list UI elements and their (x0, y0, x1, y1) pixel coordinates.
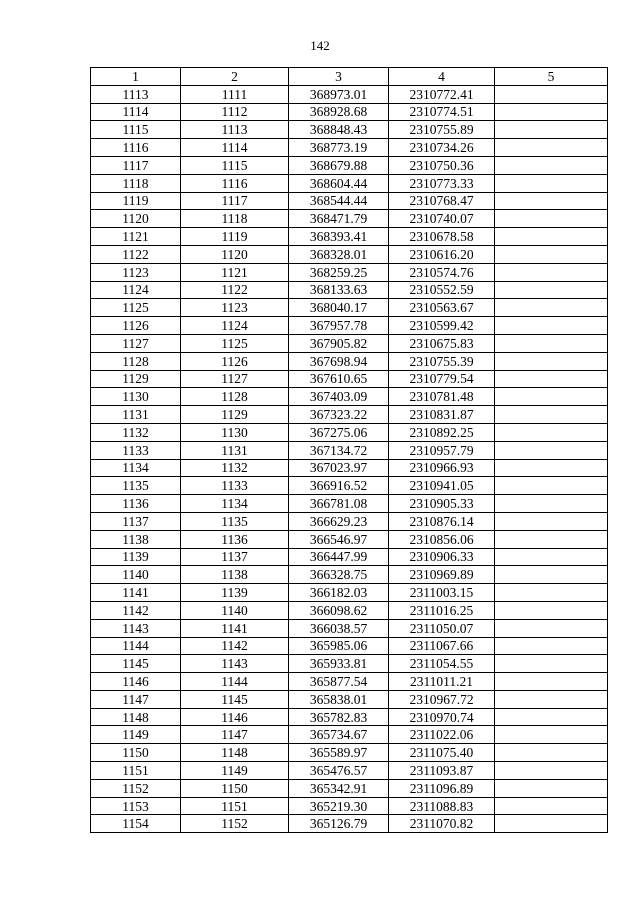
cell-coordinate-y: 2311070.82 (389, 815, 495, 833)
cell-point-number: 1136 (91, 495, 181, 513)
cell-ref-number: 1128 (181, 388, 289, 406)
table-row (91, 619, 608, 637)
cell-point-number: 1148 (91, 708, 181, 726)
cell-coordinate-x: 366038.57 (289, 619, 389, 637)
table-row (91, 245, 608, 263)
cell-note (495, 299, 608, 317)
cell-note (495, 744, 608, 762)
cell-coordinate-y: 2310755.89 (389, 121, 495, 139)
cell-coordinate-y: 2311054.55 (389, 655, 495, 673)
table-row (91, 210, 608, 228)
cell-coordinate-x: 365782.83 (289, 708, 389, 726)
cell-coordinate-x: 368471.79 (289, 210, 389, 228)
cell-ref-number: 1142 (181, 637, 289, 655)
cell-coordinate-x: 368928.68 (289, 103, 389, 121)
cell-ref-number: 1112 (181, 103, 289, 121)
cell-note (495, 156, 608, 174)
cell-coordinate-y: 2310892.25 (389, 423, 495, 441)
cell-point-number: 1137 (91, 512, 181, 530)
cell-note (495, 139, 608, 157)
table-row (91, 601, 608, 619)
cell-note (495, 495, 608, 513)
cell-coordinate-x: 366546.97 (289, 530, 389, 548)
cell-note (495, 317, 608, 335)
cell-point-number: 1132 (91, 423, 181, 441)
cell-note (495, 459, 608, 477)
cell-note (495, 637, 608, 655)
cell-ref-number: 1147 (181, 726, 289, 744)
cell-point-number: 1133 (91, 441, 181, 459)
cell-note (495, 263, 608, 281)
cell-ref-number: 1125 (181, 334, 289, 352)
cell-coordinate-x: 367323.22 (289, 406, 389, 424)
table-row (91, 512, 608, 530)
cell-coordinate-y: 2310957.79 (389, 441, 495, 459)
cell-coordinate-y: 2311093.87 (389, 762, 495, 780)
cell-note (495, 85, 608, 103)
cell-point-number: 1154 (91, 815, 181, 833)
cell-coordinate-y: 2310781.48 (389, 388, 495, 406)
table-row (91, 334, 608, 352)
cell-ref-number: 1144 (181, 673, 289, 691)
table-row (91, 85, 608, 103)
cell-coordinate-y: 2310574.76 (389, 263, 495, 281)
cell-ref-number: 1129 (181, 406, 289, 424)
cell-point-number: 1129 (91, 370, 181, 388)
cell-point-number: 1128 (91, 352, 181, 370)
cell-coordinate-x: 366098.62 (289, 601, 389, 619)
cell-ref-number: 1115 (181, 156, 289, 174)
cell-coordinate-x: 366916.52 (289, 477, 389, 495)
cell-point-number: 1151 (91, 762, 181, 780)
table-row (91, 637, 608, 655)
cell-coordinate-x: 365342.91 (289, 779, 389, 797)
cell-point-number: 1118 (91, 174, 181, 192)
cell-note (495, 334, 608, 352)
cell-point-number: 1147 (91, 690, 181, 708)
column-header-3: 3 (289, 68, 389, 86)
cell-coordinate-y: 2310768.47 (389, 192, 495, 210)
cell-coordinate-y: 2310675.83 (389, 334, 495, 352)
cell-coordinate-y: 2310876.14 (389, 512, 495, 530)
table-row (91, 548, 608, 566)
cell-note (495, 530, 608, 548)
cell-coordinate-x: 368040.17 (289, 299, 389, 317)
table-row (91, 406, 608, 424)
cell-point-number: 1116 (91, 139, 181, 157)
table-row (91, 103, 608, 121)
cell-point-number: 1117 (91, 156, 181, 174)
cell-coordinate-x: 365933.81 (289, 655, 389, 673)
cell-ref-number: 1127 (181, 370, 289, 388)
cell-coordinate-x: 365877.54 (289, 673, 389, 691)
table-row (91, 477, 608, 495)
cell-ref-number: 1136 (181, 530, 289, 548)
cell-coordinate-y: 2311003.15 (389, 584, 495, 602)
table-row (91, 352, 608, 370)
cell-ref-number: 1148 (181, 744, 289, 762)
cell-note (495, 779, 608, 797)
cell-coordinate-x: 366781.08 (289, 495, 389, 513)
cell-coordinate-x: 367698.94 (289, 352, 389, 370)
cell-coordinate-y: 2311088.83 (389, 797, 495, 815)
cell-ref-number: 1143 (181, 655, 289, 673)
cell-coordinate-y: 2310966.93 (389, 459, 495, 477)
cell-ref-number: 1146 (181, 708, 289, 726)
cell-coordinate-x: 368773.19 (289, 139, 389, 157)
cell-coordinate-x: 366328.75 (289, 566, 389, 584)
cell-coordinate-x: 368973.01 (289, 85, 389, 103)
cell-note (495, 477, 608, 495)
cell-point-number: 1142 (91, 601, 181, 619)
cell-point-number: 1150 (91, 744, 181, 762)
cell-ref-number: 1150 (181, 779, 289, 797)
cell-point-number: 1149 (91, 726, 181, 744)
coordinates-table (90, 67, 608, 833)
cell-note (495, 388, 608, 406)
cell-coordinate-y: 2310906.33 (389, 548, 495, 566)
cell-coordinate-y: 2310970.74 (389, 708, 495, 726)
cell-note (495, 797, 608, 815)
cell-coordinate-y: 2311011.21 (389, 673, 495, 691)
cell-ref-number: 1130 (181, 423, 289, 441)
cell-note (495, 726, 608, 744)
cell-note (495, 228, 608, 246)
cell-coordinate-x: 365219.30 (289, 797, 389, 815)
cell-ref-number: 1132 (181, 459, 289, 477)
cell-coordinate-x: 368259.25 (289, 263, 389, 281)
table-row (91, 423, 608, 441)
cell-point-number: 1125 (91, 299, 181, 317)
cell-coordinate-y: 2310773.33 (389, 174, 495, 192)
cell-point-number: 1127 (91, 334, 181, 352)
cell-ref-number: 1117 (181, 192, 289, 210)
cell-ref-number: 1138 (181, 566, 289, 584)
table-row (91, 762, 608, 780)
cell-ref-number: 1119 (181, 228, 289, 246)
cell-ref-number: 1126 (181, 352, 289, 370)
cell-coordinate-x: 365126.79 (289, 815, 389, 833)
column-header-4: 4 (389, 68, 495, 86)
cell-note (495, 103, 608, 121)
cell-coordinate-y: 2310831.87 (389, 406, 495, 424)
cell-coordinate-x: 365838.01 (289, 690, 389, 708)
cell-note (495, 512, 608, 530)
cell-coordinate-y: 2310967.72 (389, 690, 495, 708)
cell-coordinate-x: 368133.63 (289, 281, 389, 299)
cell-point-number: 1115 (91, 121, 181, 139)
cell-ref-number: 1121 (181, 263, 289, 281)
cell-coordinate-x: 367023.97 (289, 459, 389, 477)
table-row (91, 192, 608, 210)
cell-note (495, 210, 608, 228)
cell-point-number: 1144 (91, 637, 181, 655)
cell-point-number: 1152 (91, 779, 181, 797)
table-row (91, 673, 608, 691)
cell-coordinate-x: 366447.99 (289, 548, 389, 566)
cell-coordinate-x: 365734.67 (289, 726, 389, 744)
cell-coordinate-y: 2310740.07 (389, 210, 495, 228)
table-row (91, 139, 608, 157)
cell-ref-number: 1114 (181, 139, 289, 157)
table-row (91, 797, 608, 815)
cell-note (495, 708, 608, 726)
cell-note (495, 619, 608, 637)
cell-coordinate-y: 2310905.33 (389, 495, 495, 513)
cell-coordinate-x: 367275.06 (289, 423, 389, 441)
table-row (91, 281, 608, 299)
cell-ref-number: 1139 (181, 584, 289, 602)
cell-note (495, 690, 608, 708)
table-row (91, 495, 608, 513)
table-row (91, 690, 608, 708)
cell-point-number: 1122 (91, 245, 181, 263)
table-row (91, 744, 608, 762)
cell-note (495, 192, 608, 210)
cell-ref-number: 1134 (181, 495, 289, 513)
cell-coordinate-x: 367957.78 (289, 317, 389, 335)
cell-point-number: 1119 (91, 192, 181, 210)
cell-coordinate-x: 368679.88 (289, 156, 389, 174)
cell-ref-number: 1118 (181, 210, 289, 228)
cell-coordinate-y: 2311075.40 (389, 744, 495, 762)
cell-point-number: 1114 (91, 103, 181, 121)
table-body (91, 85, 608, 832)
column-header-1: 1 (91, 68, 181, 86)
table-row (91, 174, 608, 192)
cell-point-number: 1138 (91, 530, 181, 548)
cell-ref-number: 1124 (181, 317, 289, 335)
table-row (91, 584, 608, 602)
cell-point-number: 1124 (91, 281, 181, 299)
cell-coordinate-x: 368544.44 (289, 192, 389, 210)
table-row (91, 156, 608, 174)
cell-coordinate-y: 2310563.67 (389, 299, 495, 317)
cell-note (495, 584, 608, 602)
table-row (91, 815, 608, 833)
cell-coordinate-y: 2310552.59 (389, 281, 495, 299)
cell-note (495, 548, 608, 566)
cell-coordinate-y: 2310678.58 (389, 228, 495, 246)
page-number: 142 (310, 38, 330, 53)
cell-note (495, 245, 608, 263)
table-row (91, 228, 608, 246)
cell-ref-number: 1152 (181, 815, 289, 833)
cell-ref-number: 1113 (181, 121, 289, 139)
cell-note (495, 281, 608, 299)
table-row (91, 566, 608, 584)
cell-coordinate-x: 366629.23 (289, 512, 389, 530)
cell-coordinate-y: 2311022.06 (389, 726, 495, 744)
cell-ref-number: 1151 (181, 797, 289, 815)
cell-coordinate-x: 367905.82 (289, 334, 389, 352)
cell-point-number: 1145 (91, 655, 181, 673)
cell-coordinate-y: 2310734.26 (389, 139, 495, 157)
cell-coordinate-x: 367403.09 (289, 388, 389, 406)
cell-ref-number: 1149 (181, 762, 289, 780)
cell-point-number: 1121 (91, 228, 181, 246)
cell-note (495, 655, 608, 673)
cell-ref-number: 1135 (181, 512, 289, 530)
cell-ref-number: 1145 (181, 690, 289, 708)
cell-point-number: 1113 (91, 85, 181, 103)
cell-point-number: 1139 (91, 548, 181, 566)
table-row (91, 459, 608, 477)
cell-ref-number: 1141 (181, 619, 289, 637)
cell-coordinate-x: 365985.06 (289, 637, 389, 655)
cell-note (495, 406, 608, 424)
table-row (91, 121, 608, 139)
column-header-2: 2 (181, 68, 289, 86)
table-row (91, 441, 608, 459)
cell-point-number: 1143 (91, 619, 181, 637)
cell-ref-number: 1120 (181, 245, 289, 263)
table-row (91, 263, 608, 281)
cell-coordinate-y: 2310599.42 (389, 317, 495, 335)
cell-ref-number: 1131 (181, 441, 289, 459)
cell-note (495, 441, 608, 459)
cell-note (495, 815, 608, 833)
cell-ref-number: 1137 (181, 548, 289, 566)
cell-coordinate-y: 2310774.51 (389, 103, 495, 121)
cell-coordinate-y: 2310941.05 (389, 477, 495, 495)
cell-point-number: 1131 (91, 406, 181, 424)
cell-coordinate-x: 365476.57 (289, 762, 389, 780)
table-row (91, 370, 608, 388)
cell-note (495, 762, 608, 780)
cell-note (495, 370, 608, 388)
table-row (91, 388, 608, 406)
cell-point-number: 1146 (91, 673, 181, 691)
cell-coordinate-x: 368393.41 (289, 228, 389, 246)
table-row (91, 299, 608, 317)
cell-note (495, 566, 608, 584)
cell-note (495, 352, 608, 370)
cell-point-number: 1153 (91, 797, 181, 815)
table-row (91, 530, 608, 548)
cell-note (495, 423, 608, 441)
cell-note (495, 121, 608, 139)
cell-point-number: 1135 (91, 477, 181, 495)
cell-coordinate-x: 365589.97 (289, 744, 389, 762)
cell-coordinate-y: 2311096.89 (389, 779, 495, 797)
cell-point-number: 1134 (91, 459, 181, 477)
cell-ref-number: 1133 (181, 477, 289, 495)
table-row (91, 779, 608, 797)
table-header-row (91, 68, 608, 86)
cell-point-number: 1140 (91, 566, 181, 584)
cell-coordinate-y: 2310750.36 (389, 156, 495, 174)
table-row (91, 655, 608, 673)
cell-coordinate-y: 2311067.66 (389, 637, 495, 655)
cell-point-number: 1130 (91, 388, 181, 406)
table-row (91, 317, 608, 335)
cell-note (495, 673, 608, 691)
cell-coordinate-y: 2310616.20 (389, 245, 495, 263)
cell-coordinate-x: 368328.01 (289, 245, 389, 263)
cell-ref-number: 1140 (181, 601, 289, 619)
cell-coordinate-y: 2310779.54 (389, 370, 495, 388)
cell-coordinate-y: 2310856.06 (389, 530, 495, 548)
cell-note (495, 174, 608, 192)
cell-coordinate-y: 2310969.89 (389, 566, 495, 584)
cell-coordinate-y: 2311050.07 (389, 619, 495, 637)
cell-ref-number: 1111 (181, 85, 289, 103)
cell-ref-number: 1122 (181, 281, 289, 299)
cell-coordinate-x: 368604.44 (289, 174, 389, 192)
cell-coordinate-y: 2310755.39 (389, 352, 495, 370)
cell-coordinate-y: 2310772.41 (389, 85, 495, 103)
table-row (91, 708, 608, 726)
cell-point-number: 1123 (91, 263, 181, 281)
cell-point-number: 1120 (91, 210, 181, 228)
cell-point-number: 1141 (91, 584, 181, 602)
cell-coordinate-x: 366182.03 (289, 584, 389, 602)
cell-point-number: 1126 (91, 317, 181, 335)
cell-ref-number: 1123 (181, 299, 289, 317)
cell-ref-number: 1116 (181, 174, 289, 192)
cell-coordinate-x: 368848.43 (289, 121, 389, 139)
cell-coordinate-x: 367610.65 (289, 370, 389, 388)
cell-coordinate-y: 2311016.25 (389, 601, 495, 619)
table-row (91, 726, 608, 744)
cell-coordinate-x: 367134.72 (289, 441, 389, 459)
column-header-5: 5 (495, 68, 608, 86)
cell-note (495, 601, 608, 619)
